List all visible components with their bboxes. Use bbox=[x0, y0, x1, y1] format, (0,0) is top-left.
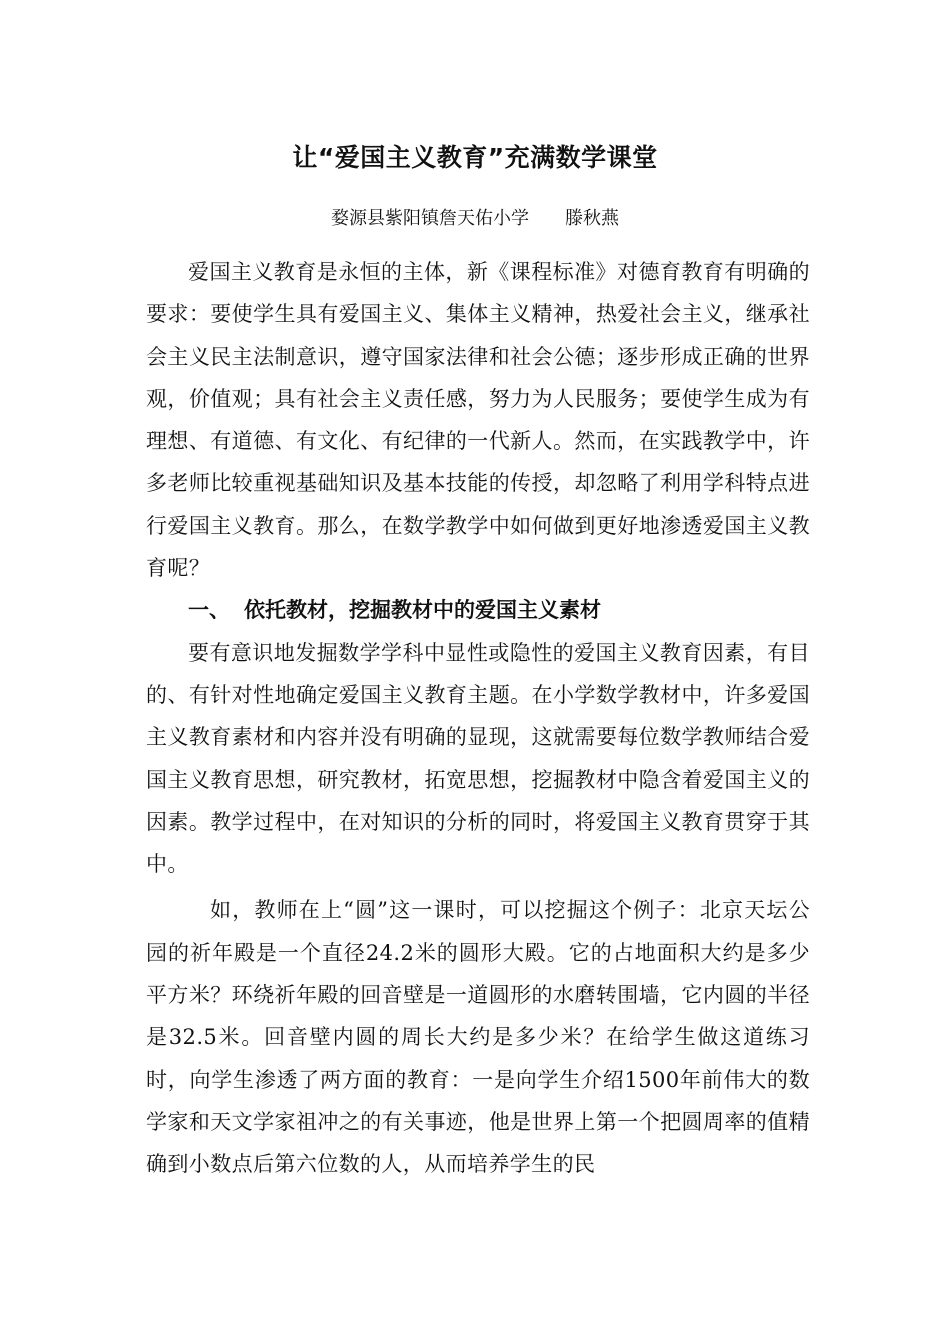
author-name: 滕秋燕 bbox=[565, 208, 619, 229]
paragraph-intro: 爱国主义教育是永恒的主体，新《课程标准》对德育教育有明确的要求：要使学生具有爱国主义、集体主义精神，热爱社会主义，继承社会主义民主法制意识，遵守国家法律和社会公德；逐步形成正确的世界观，价值观；具有社会主义责任感，努力为人民服务；要使学生成为有理想、有道德、有文化、有纪律的一代新人。然而，在实践教学中，许多老师比较重视基础知识及基本技能的传授，却忽略了利用学科特点进行爱国主义教育。那么，在数学教学中如何做到更好地渗透爱国主义教育呢？ bbox=[146, 260, 810, 581]
body-text bbox=[146, 251, 810, 1186]
school-name: 婺源县紫阳镇詹天佑小学 bbox=[331, 208, 529, 229]
section-heading-text: 依托教材，挖掘教材中的爱国主义素材 bbox=[244, 598, 601, 623]
section-number: 一、 bbox=[188, 598, 230, 623]
paragraph-section-1: 要有意识地发掘数学学科中显性或隐性的爱国主义教育因素，有目的、有针对性地确定爱国主义教育主题。在小学数学教材中，许多爱国主义教育素材和内容并没有明确的显现，这就需要每位数学教师结合爱国主义教育思想，研究教材，拓宽思想，挖掘教材中隐含着爱国主义的因素。教学过程中，在对知识的分析的同时，将爱国主义教育贯穿于其中。 bbox=[146, 640, 810, 877]
page-title: 让“爱国主义教育”充满数学课堂 bbox=[292, 143, 658, 172]
paragraph-example: 如，教师在上“圆”这一课时，可以挖掘这个例子：北京天坛公园的祈年殿是一个直径24.2米的圆形大殿。它的占地面积大约是多少平方米？环绕祈年殿的回音壁是一道圆形的水磨转围墙，它内圆的半径是32.5米。回音壁内圆的周长大约是多少米？在给学生做这道练习时，向学生渗透了两方面的教育：一是向学生介绍1500年前伟大的数学家和天文学家祖冲之的有关事迹，他是世界上第一个把圆周率的值精确到小数点后第六位数的人，从而培养学生的民 bbox=[146, 898, 810, 1177]
section-heading bbox=[146, 589, 810, 631]
byline bbox=[0, 204, 950, 234]
